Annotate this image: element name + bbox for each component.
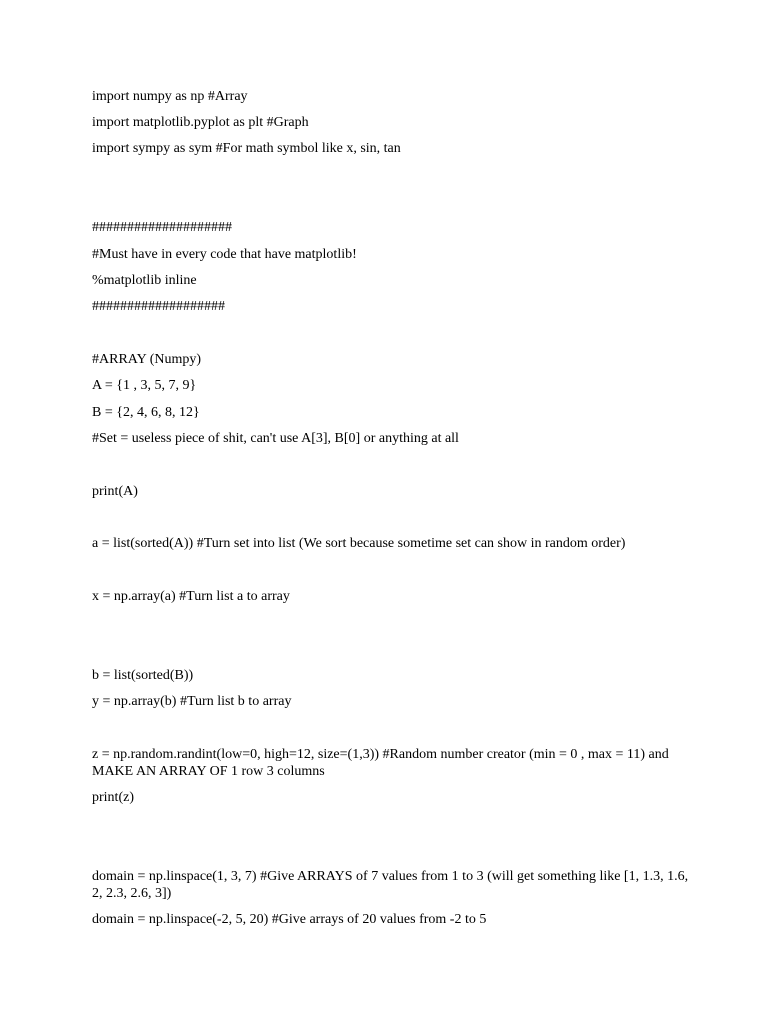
code-line-hash-divider-top: #################### [92, 220, 232, 235]
code-line-np-array-b: y = np.array(b) #Turn list b to array [92, 694, 292, 709]
code-line-randint: z = np.random.randint(low=0, high=12, size=(1,3)) #Random number creator (min = 0 , max = 11) and MAKE AN ARRAY OF 1 row 3 columns [92, 747, 669, 779]
code-line-set-a: A = {1 , 3, 5, 7, 9} [92, 378, 197, 393]
code-line-list-sorted-b: b = list(sorted(B)) [92, 668, 194, 683]
code-line-set-comment: #Set = useless piece of shit, can't use A[3], B[0] or anything at all [92, 431, 459, 446]
code-line-print-z: print(z) [92, 790, 134, 805]
code-line-import-matplotlib: import matplotlib.pyplot as plt #Graph [92, 115, 309, 130]
code-line-import-numpy: import numpy as np #Array [92, 89, 248, 104]
code-line-list-sorted-a: a = list(sorted(A)) #Turn set into list (We sort because sometime set can show in random order) [92, 536, 626, 551]
code-line-linspace-neg2-5: domain = np.linspace(-2, 5, 20) #Give arrays of 20 values from -2 to 5 [92, 912, 487, 927]
code-line-linspace-1-3: domain = np.linspace(1, 3, 7) #Give ARRAYS of 7 values from 1 to 3 (will get something like [1, 1.3, 1.6, 2, 2.3, 2.6, 3]) [92, 869, 689, 901]
code-line-set-b: B = {2, 4, 6, 8, 12} [92, 405, 200, 420]
code-line-print-a: print(A) [92, 484, 138, 499]
code-line-array-heading: #ARRAY (Numpy) [92, 352, 202, 367]
code-line-import-sympy: import sympy as sym #For math symbol like x, sin, tan [92, 141, 401, 156]
code-line-np-array-a: x = np.array(a) #Turn list a to array [92, 589, 290, 604]
code-line-hash-divider-bottom: ################### [92, 299, 225, 314]
code-line-matplotlib-inline: %matplotlib inline [92, 273, 197, 288]
code-line-comment-matplotlib: #Must have in every code that have matplotlib! [92, 247, 357, 262]
